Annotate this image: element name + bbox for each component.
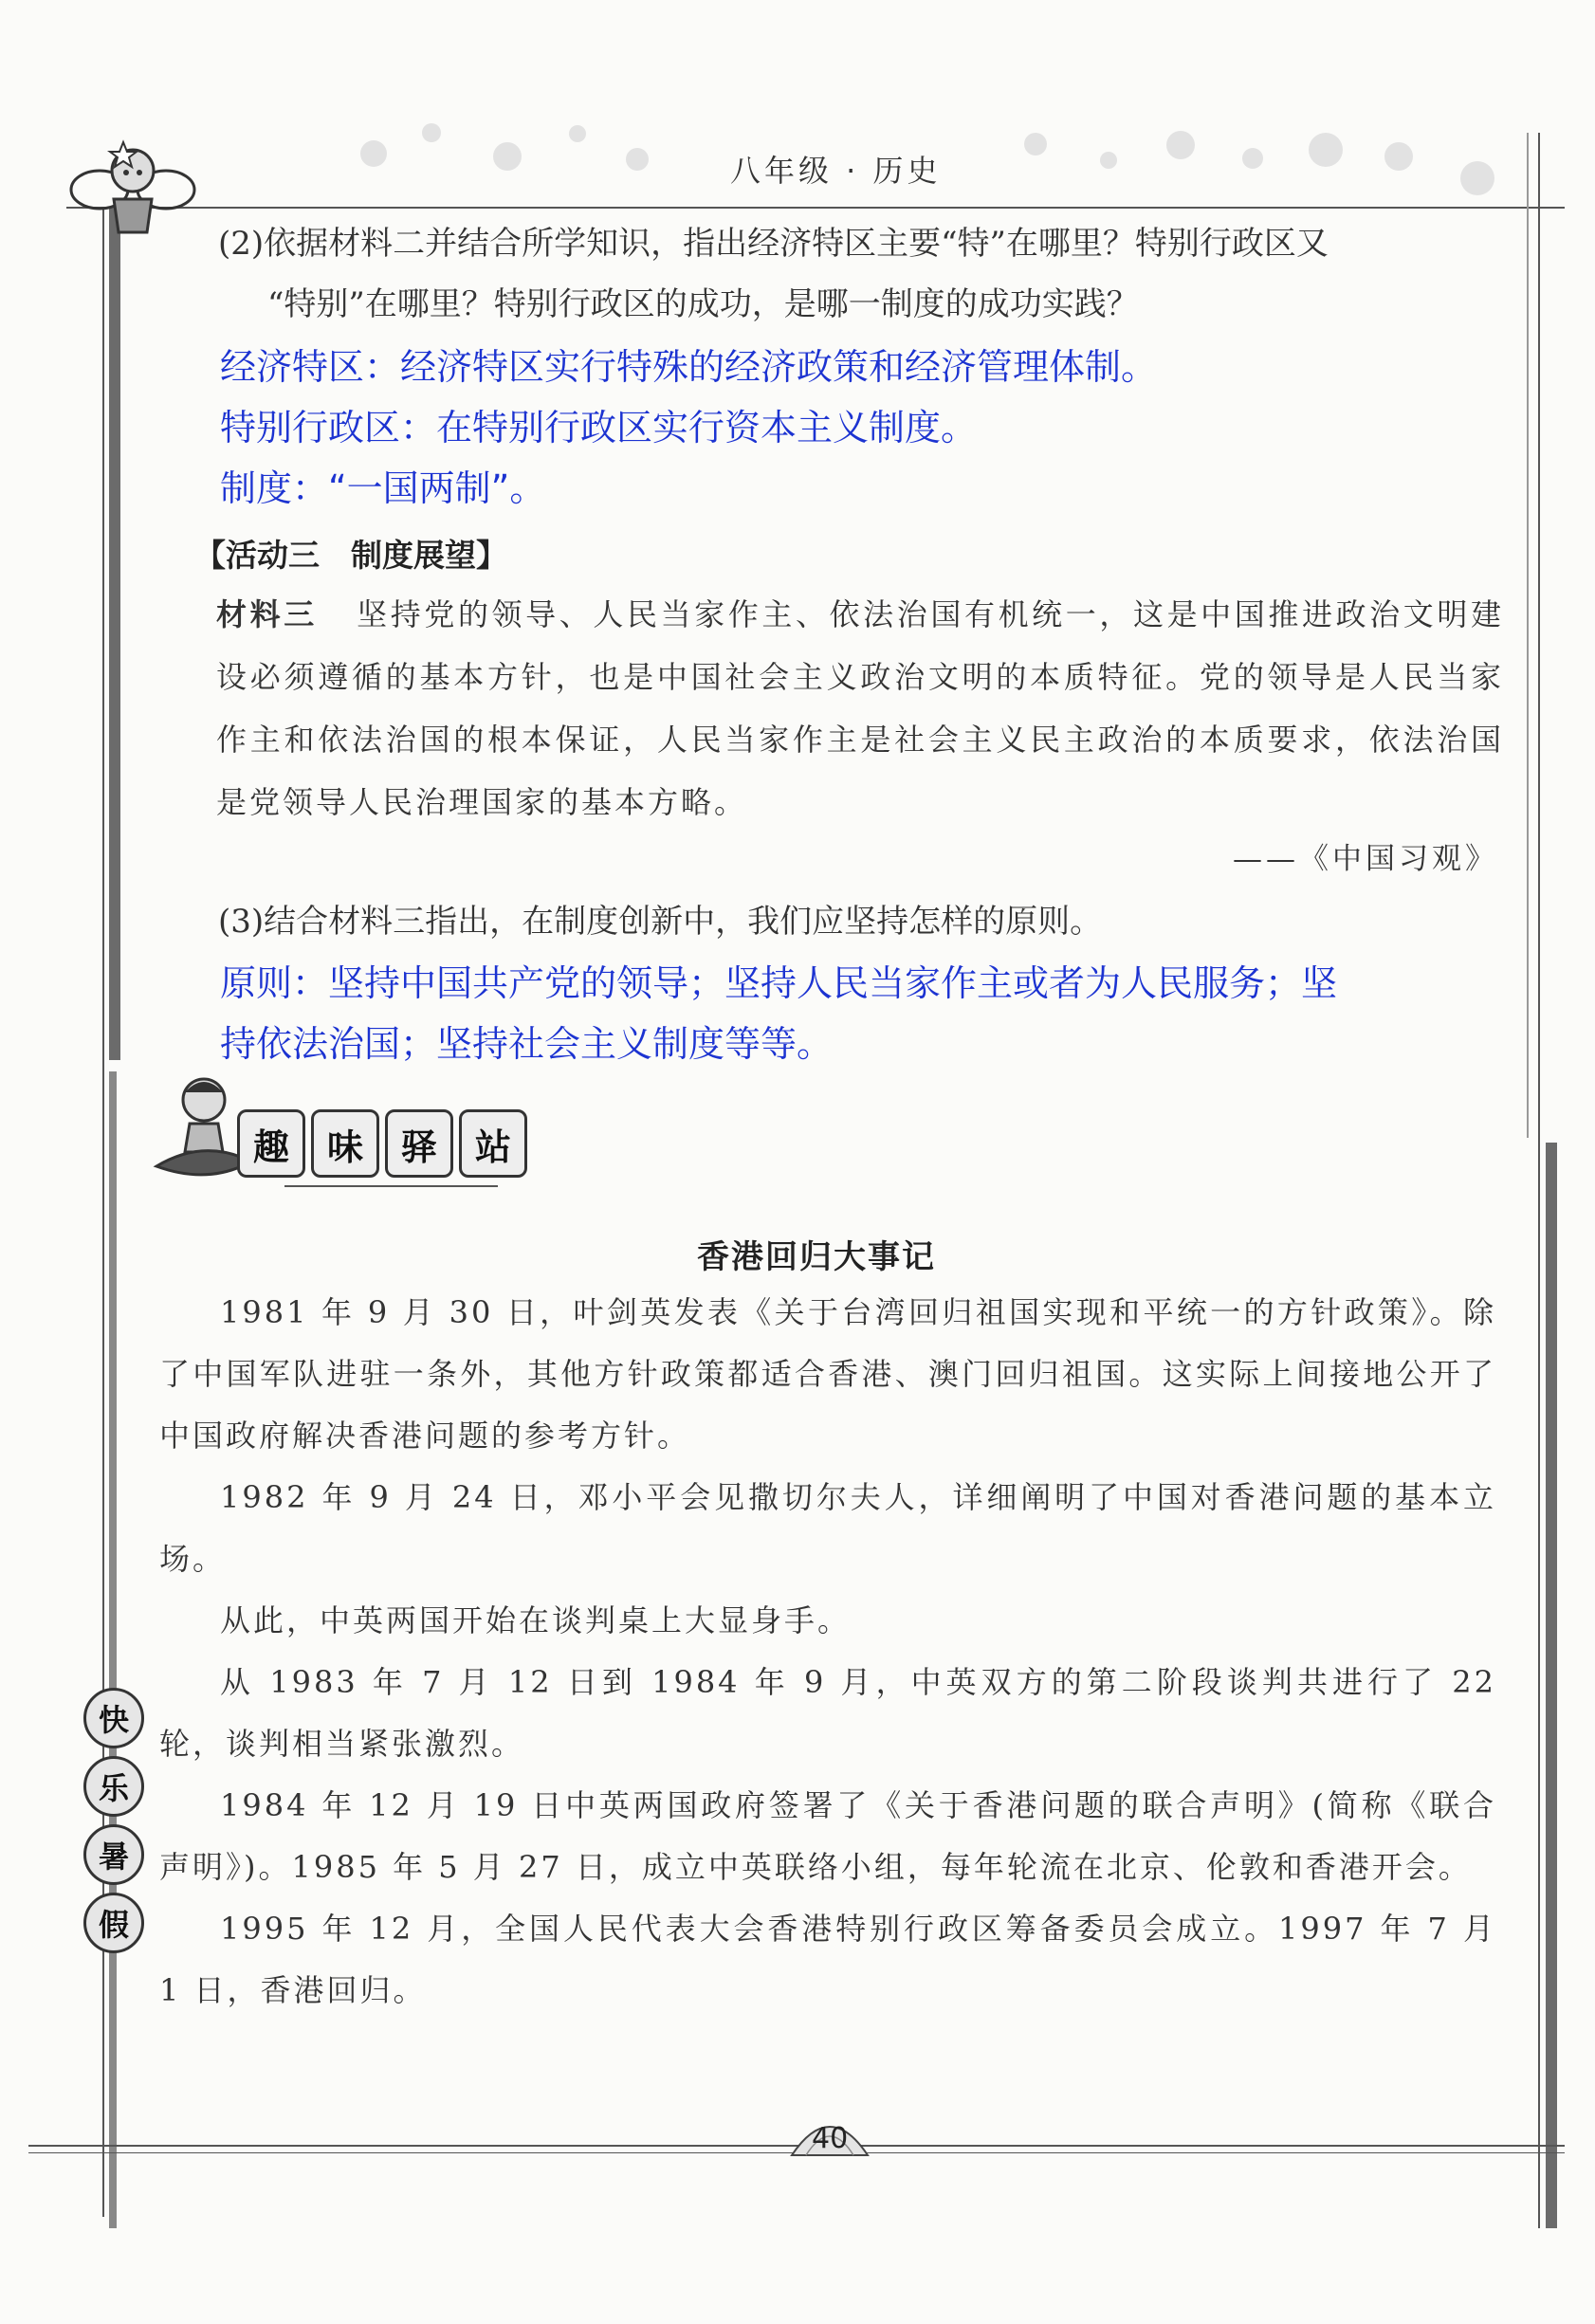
answer-2-line: 经济特区：经济特区实行特殊的经济政策和经济管理体制。 xyxy=(220,346,1158,388)
article-paragraph: 1984 年 12 月 19 日中英两国政府签署了《关于香港问题的联合声明》(简称《联合声明》)。1985 年 5 月 27 日，成立中英联络小组，每年轮流在北京、伦敦和香港开会。 xyxy=(159,1787,1496,1885)
article-title: 香港回归大事记 xyxy=(697,1238,936,1276)
activity-3-heading: 【活动三 制度展望】 xyxy=(194,537,507,574)
mascot-fairy-icon xyxy=(66,133,199,247)
side-tag-happy-summer xyxy=(83,1688,144,1961)
page-number: 40 xyxy=(812,2122,849,2155)
material-3-text: 坚持党的领导、人民当家作主、依法治国有机统一，这是中国推进政治文明建设必须遵循的基本方针，也是中国社会主义政治文明的本质特征。党的领导是人民当家作主和依法治国的根本保证，人民当家作主是社会主义民主政治的本质要求，依法治国是党领导人民治理国家的基本方略。 xyxy=(216,596,1504,820)
side-tag-char: 快 xyxy=(83,1688,144,1748)
answer-2-line: 特别行政区：在特别行政区实行资本主义制度。 xyxy=(220,407,978,448)
right-border-inner xyxy=(1527,133,1529,1138)
answer-3 xyxy=(220,953,1519,1074)
question-3: (3)结合材料三指出，在制度创新中，我们应坚持怎样的原则。 xyxy=(218,903,1103,941)
answer-3-line1: 原则：坚持中国共产党的领导；坚持人民当家作主或者为人民服务；坚 xyxy=(220,962,1338,1004)
side-tag-char: 暑 xyxy=(83,1824,144,1885)
left-border-bar-lower xyxy=(109,1071,117,2228)
fun-section-underline xyxy=(284,1185,498,1187)
question-2-line1: (2)依据材料二并结合所学知识，指出经济特区主要“特”在哪里？特别行政区又 xyxy=(218,225,1329,263)
left-border-bar xyxy=(109,207,120,1060)
material-3-label: 材料三 xyxy=(216,596,318,632)
material-3 xyxy=(216,583,1504,833)
header-rule xyxy=(66,207,1565,209)
article-paragraph: 1982 年 9 月 24 日，邓小平会见撒切尔夫人，详细阐明了中国对香港问题的基本立场。 xyxy=(159,1479,1496,1577)
article-paragraph: 从此，中英两国开始在谈判桌上大显身手。 xyxy=(220,1602,852,1638)
article-paragraph: 1981 年 9 月 30 日，叶剑英发表《关于台湾回归祖国实现和平统一的方针政策》。除了中国军队进驻一条外，其他方针政策都适合香港、澳门回归祖国。这实际上间接地公开了中国政府解决香港问题的参考方针。 xyxy=(159,1294,1496,1454)
answer-3-line2: 持依法治国；坚持社会主义制度等等。 xyxy=(220,1023,834,1065)
page-header-title: 八年级 · 历史 xyxy=(730,153,942,189)
side-tag-char: 假 xyxy=(83,1893,144,1953)
right-border-outer xyxy=(1538,133,1540,2228)
question-2-line2: “特别”在哪里？特别行政区的成功，是哪一制度的成功实践？ xyxy=(267,285,1139,323)
side-tag-char: 乐 xyxy=(83,1756,144,1817)
article-paragraph: 1995 年 12 月，全国人民代表大会香港特别行政区筹备委员会成立。1997 年 7 月 1 日，香港回归。 xyxy=(159,1911,1496,2008)
fun-section-char: 趣 xyxy=(237,1109,305,1178)
material-3-source: ——《中国习观》 xyxy=(1233,842,1498,876)
fun-section-char: 味 xyxy=(311,1109,379,1178)
article-paragraph: 从 1983 年 7 月 12 日到 1984 年 9 月，中英双方的第二阶段谈判共进行了 22 轮，谈判相当紧张激烈。 xyxy=(159,1664,1496,1762)
article-body xyxy=(159,1282,1496,2022)
fun-section-char: 驿 xyxy=(385,1109,453,1178)
right-border-bar xyxy=(1546,1143,1557,2228)
question-2 xyxy=(218,213,1508,335)
fun-section-label xyxy=(237,1109,527,1178)
fun-section-char: 站 xyxy=(459,1109,527,1178)
answer-2 xyxy=(220,337,1510,519)
answer-2-line: 制度：“一国两制”。 xyxy=(220,467,546,509)
